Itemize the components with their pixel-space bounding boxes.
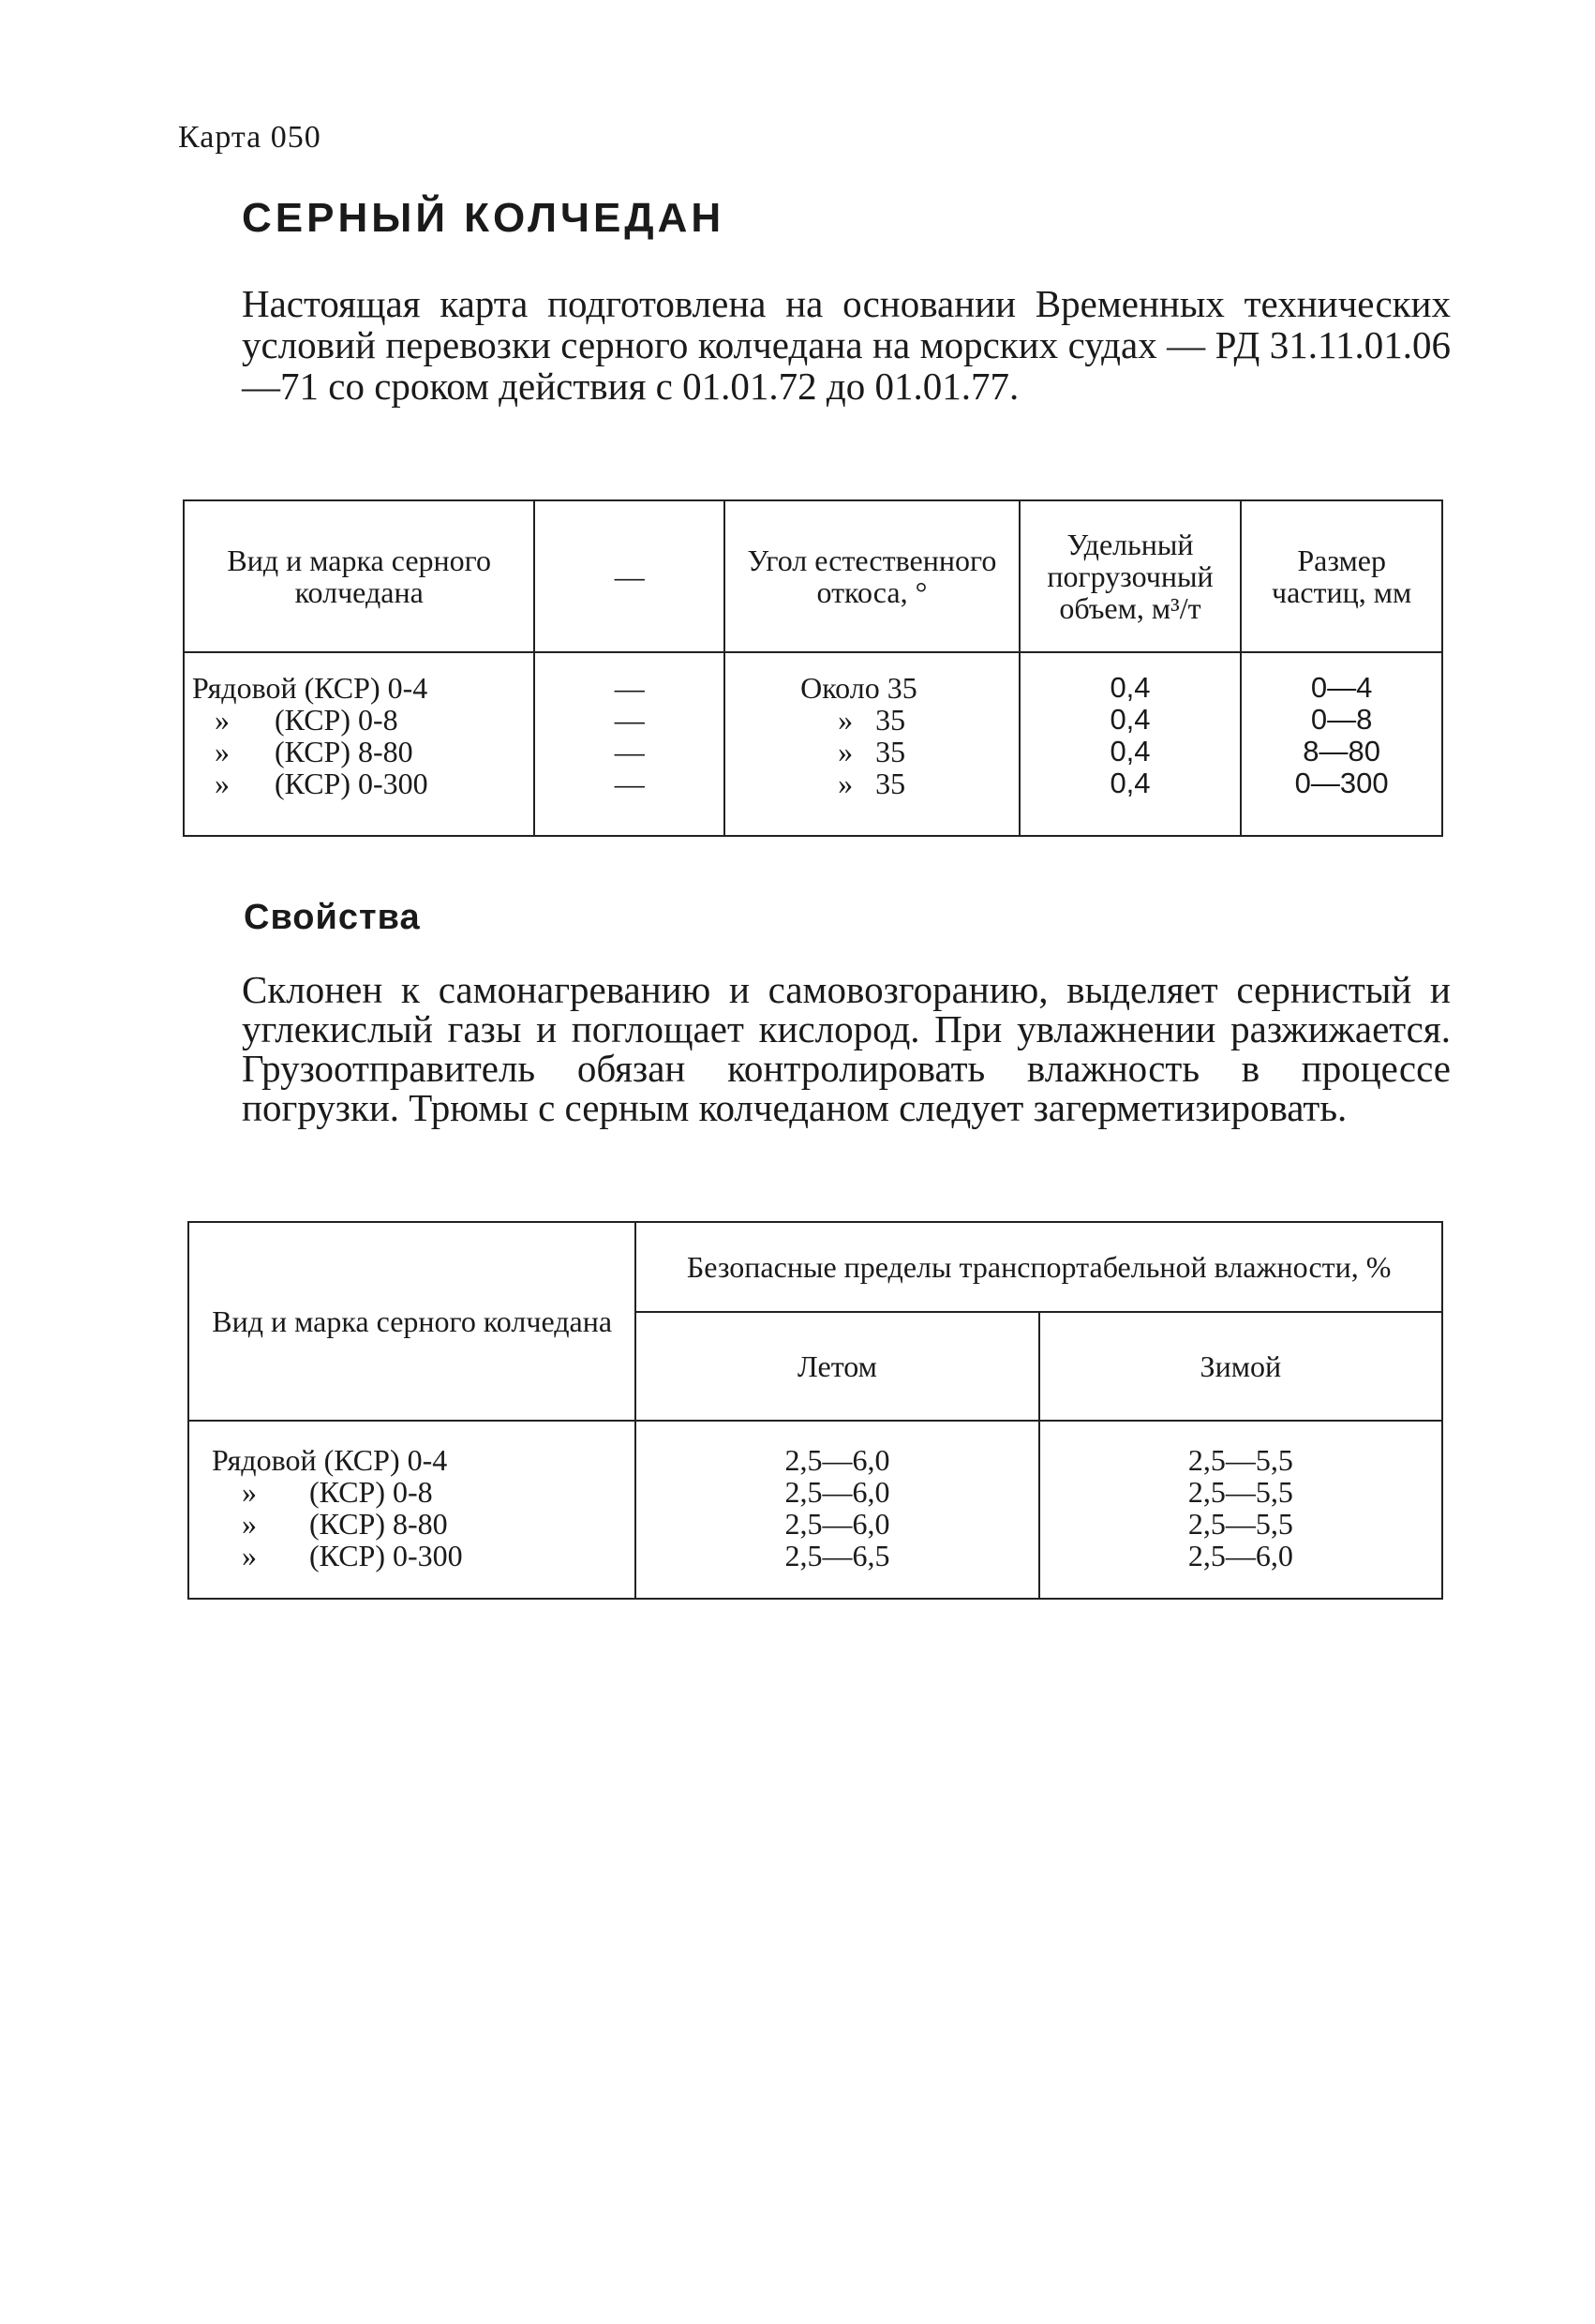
header-cell-type: Вид и марка серного колчедана	[188, 1222, 635, 1421]
header-cell-dash: —	[534, 500, 724, 652]
table-header-row	[188, 1222, 1442, 1312]
header-cell-size: Размер частиц, мм	[1241, 500, 1442, 652]
size-list: 0—4 0—8 8—80 0—300	[1294, 671, 1389, 799]
section-heading: Свойства	[244, 898, 421, 937]
header-cell-summer: Летом	[635, 1312, 1038, 1421]
header-cell-type: Вид и марка серного колчедана	[184, 500, 534, 652]
angle-list: Около 35 » 35 » 35 » 35	[800, 671, 917, 800]
properties-paragraph: Склонен к самонагреванию и самовозгоранию, выделяет сернистый и углекислый газы и поглощает кислород. При увлажнении разжижается. Грузоотправитель обязан контролировать влажность в процессе погрузки. Трюмы с серным колчеданом следует загерметизировать.	[242, 968, 1451, 1129]
summer-list: 2,5—6,0 2,5—6,0 2,5—6,0 2,5—6,5	[784, 1443, 890, 1572]
table-body-row	[188, 1421, 1442, 1599]
header-cell-group: Безопасные пределы транспортабельной влажности, %	[635, 1222, 1442, 1312]
characteristics-table	[183, 499, 1443, 837]
type-list: Рядовой (КСР) 0-4 » (КСР) 0-8 » (КСР) 8-80 » (КСР) 0-300	[212, 1443, 463, 1572]
table-body-row	[184, 652, 1442, 836]
table-header-row	[184, 500, 1442, 652]
humidity-table	[187, 1221, 1443, 1600]
card-number: Карта 050	[178, 120, 321, 155]
winter-list: 2,5—5,5 2,5—5,5 2,5—5,5 2,5—6,0	[1187, 1443, 1293, 1572]
header-cell-volume: Удельный погрузочный объем, м³/т	[1020, 500, 1242, 652]
header-cell-winter: Зимой	[1039, 1312, 1442, 1421]
page-title: СЕРНЫЙ КОЛЧЕДАН	[242, 195, 725, 241]
header-cell-angle: Угол естественного откоса, °	[724, 500, 1020, 652]
intro-paragraph: Настоящая карта подготовлена на основании Временных технических условий перевозки серного колчедана на морских судах — РД 31.11.01.06—71 со сроком действия с 01.01.72 до 01.01.77.	[242, 282, 1451, 408]
type-list: Рядовой (КСР) 0-4 » (КСР) 0-8 » (КСР) 8-80 » (КСР) 0-300	[192, 671, 428, 800]
volume-list: 0,4 0,4 0,4 0,4	[1110, 671, 1151, 799]
dash-list: — — — —	[614, 671, 645, 800]
